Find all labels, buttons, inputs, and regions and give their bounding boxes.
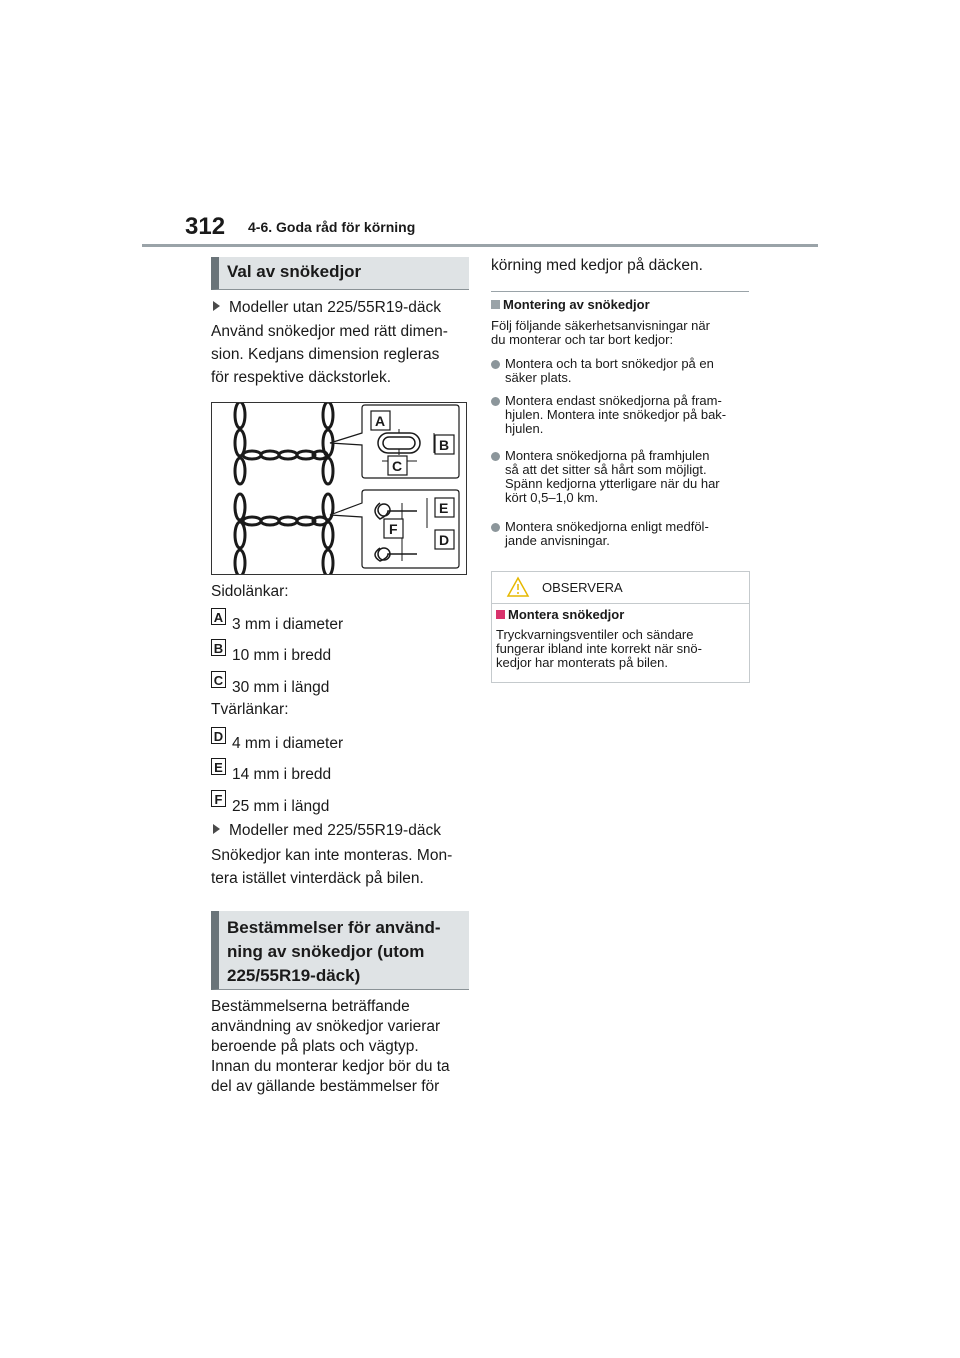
figure-label-c: C bbox=[392, 458, 403, 474]
bullet-line: Montera endast snökedjorna på fram- bbox=[505, 393, 722, 408]
intro-line: för respektive däckstorlek. bbox=[211, 369, 392, 386]
dot-bullet-icon bbox=[491, 397, 500, 406]
arrow-bullet-icon bbox=[213, 301, 220, 311]
bullet-item bbox=[491, 449, 751, 505]
rules-paragraph bbox=[211, 997, 450, 1097]
heading-line: Bestämmelser för använd- bbox=[227, 918, 441, 937]
intro-paragraph bbox=[211, 320, 448, 389]
square-bullet-icon bbox=[496, 610, 505, 619]
figure-label-b: B bbox=[439, 437, 450, 453]
mount-intro bbox=[491, 319, 710, 347]
square-bullet-icon bbox=[491, 300, 500, 309]
notice-line: Tryckvarningsventiler och sändare bbox=[496, 627, 694, 642]
bullet-line: kört 0,5–1,0 km. bbox=[505, 490, 599, 505]
bullet-line: säker plats. bbox=[505, 370, 572, 385]
label-box: C bbox=[211, 671, 226, 688]
paragraph-line: del av gällande bestämmelser för bbox=[211, 1078, 440, 1095]
intro-line: Använd snökedjor med rätt dimen- bbox=[211, 323, 448, 340]
bullet-line: Spänn kedjorna ytterligare när du har bbox=[505, 476, 720, 491]
notice-box bbox=[491, 571, 750, 683]
paragraph-line: beroende på plats och vägtyp. bbox=[211, 1038, 419, 1055]
models-with-text: Modeller med 225/55R19-däck bbox=[229, 822, 441, 839]
bullet-line: Montera och ta bort snökedjor på en bbox=[505, 356, 714, 371]
heading-line: ning av snökedjor (utom bbox=[227, 942, 425, 961]
figure-label-f: F bbox=[389, 521, 398, 537]
side-links-title: Sidolänkar: bbox=[211, 583, 289, 600]
section-title: 4-6. Goda råd för körning bbox=[248, 219, 416, 235]
bullet-item bbox=[491, 394, 751, 436]
figure-label-a: A bbox=[375, 413, 386, 429]
side-link-a bbox=[211, 610, 344, 634]
heading-val-av-snokedjor bbox=[211, 257, 469, 290]
cross-link-text: 25 mm i längd bbox=[232, 798, 330, 815]
paragraph-line: tera istället vinterdäck på bilen. bbox=[211, 870, 424, 887]
intro-line: sion. Kedjans dimension regleras bbox=[211, 346, 440, 363]
label-box: E bbox=[211, 758, 226, 775]
label-box: D bbox=[211, 727, 226, 744]
bullet-line: hjulen. bbox=[505, 421, 544, 436]
label-box: F bbox=[211, 790, 226, 807]
paragraph-line: Följ följande säkerhetsanvisningar när bbox=[491, 318, 710, 333]
bullet-line: jande anvisningar. bbox=[505, 533, 610, 548]
paragraph-line: Bestämmelserna beträffande bbox=[211, 998, 410, 1015]
heading-line: 225/55R19-däck) bbox=[227, 966, 361, 985]
bullet-item bbox=[491, 357, 751, 385]
arrow-bullet-icon bbox=[213, 824, 220, 834]
bullet-line: Montera snökedjorna på framhjulen bbox=[505, 448, 710, 463]
models-with-paragraph bbox=[211, 844, 452, 890]
notice-line: kedjor har monterats på bilen. bbox=[496, 655, 668, 670]
warning-triangle-icon bbox=[506, 576, 530, 598]
side-link-text: 10 mm i bredd bbox=[232, 647, 332, 664]
page-number: 312 bbox=[185, 213, 226, 240]
header-divider bbox=[142, 244, 818, 247]
dot-bullet-icon bbox=[491, 523, 500, 532]
mount-title bbox=[491, 297, 650, 312]
side-link-text: 30 mm i längd bbox=[232, 679, 330, 696]
figure-label-d: D bbox=[439, 532, 450, 548]
bullet-line: Montera snökedjorna enligt medföl- bbox=[505, 519, 709, 534]
side-link-text: 3 mm i diameter bbox=[232, 616, 344, 633]
side-link-b bbox=[211, 641, 332, 665]
notice-subtitle bbox=[496, 607, 624, 622]
mount-title-text: Montering av snökedjor bbox=[503, 297, 650, 312]
models-without-item bbox=[213, 296, 441, 319]
models-without-text: Modeller utan 225/55R19-däck bbox=[229, 299, 441, 316]
right-divider bbox=[491, 291, 749, 292]
paragraph-line: användning av snökedjor varierar bbox=[211, 1018, 441, 1035]
notice-header bbox=[492, 572, 749, 604]
paragraph-line: Snökedjor kan inte monteras. Mon- bbox=[211, 847, 453, 864]
bullet-item bbox=[491, 520, 751, 548]
cross-link-d bbox=[211, 729, 344, 753]
notice-title: OBSERVERA bbox=[542, 580, 623, 595]
cross-link-f bbox=[211, 792, 330, 816]
notice-subtitle-text: Montera snökedjor bbox=[508, 607, 625, 622]
paragraph-line: Innan du monterar kedjor bör du ta bbox=[211, 1058, 450, 1075]
snow-chain-figure bbox=[211, 402, 467, 575]
chain-illustration bbox=[212, 403, 466, 574]
figure-label-e: E bbox=[439, 500, 449, 516]
dot-bullet-icon bbox=[491, 360, 500, 369]
bullet-line: så att det sitter så hårt som möjligt. bbox=[505, 462, 707, 477]
cross-link-text: 4 mm i diameter bbox=[232, 735, 344, 752]
cross-link-e bbox=[211, 760, 332, 784]
heading-text: Val av snökedjor bbox=[227, 262, 362, 281]
cross-links-title: Tvärlänkar: bbox=[211, 701, 289, 718]
models-with-item bbox=[213, 819, 441, 842]
paragraph-line: du monterar och tar bort kedjor: bbox=[491, 332, 674, 347]
dot-bullet-icon bbox=[491, 452, 500, 461]
notice-body bbox=[496, 628, 702, 670]
heading-bestammelser bbox=[211, 911, 469, 990]
label-box: A bbox=[211, 608, 226, 625]
side-link-c bbox=[211, 673, 330, 697]
cross-link-text: 14 mm i bredd bbox=[232, 766, 332, 783]
continued-text: körning med kedjor på däcken. bbox=[491, 257, 703, 274]
bullet-line: hjulen. Montera inte snökedjor på bak- bbox=[505, 407, 727, 422]
notice-line: fungerar ibland inte korrekt när snö- bbox=[496, 641, 702, 656]
label-box: B bbox=[211, 639, 226, 656]
